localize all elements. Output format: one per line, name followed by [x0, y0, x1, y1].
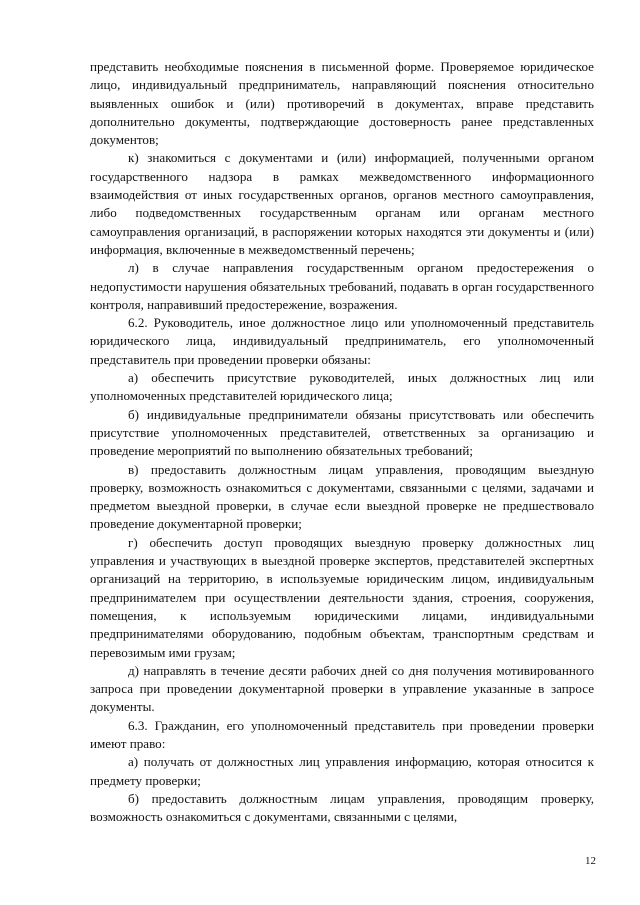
paragraph: б) индивидуальные предприниматели обязаны присутствовать или обеспечить присутствие уполномоченных представителей, ответственных за организацию и проведение мероприятий по выполнению обязательных требований; [90, 406, 594, 459]
paragraph: 6.3. Гражданин, его уполномоченный представитель при проведении проверки имеют право: [90, 717, 594, 751]
paragraph: б) предоставить должностным лицам управления, проводящим проверку, возможность ознакомиться с документами, связанными с целями, [90, 790, 594, 825]
paragraph: 6.2. Руководитель, иное должностное лицо или уполномоченный представитель юридического лица, индивидуальный предприниматель, его уполномоченный представитель при проведении проверки обязаны: [90, 315, 594, 367]
paragraph: д) направлять в течение десяти рабочих дней со дня получения мотивированного запроса при проведении документарной проверки в управление указанные в запросе документы. [90, 662, 594, 715]
paragraph: г) обеспечить доступ проводящих выездную проверку должностных лиц управления и участвующих в выездной проверке экспертов, представителей экспертных организаций на территорию, в используемые юридическим лицом, индивидуальным предпринимателем при осуществлении деятельности здания, строения, сооружения, помещения, к используемым юридическими лицами, индивидуальными предпринимателями оборудованию, подобным объектам, транспортным средствам и перевозимым ими грузам; [90, 534, 594, 660]
paragraph: представить необходимые пояснения в письменной форме. Проверяемое юридическое лицо, индивидуальный предприниматель, направляющий пояснения относительно выявленных ошибок и (или) противоречий в документах, вправе представить дополнительно документы, подтверждающие достоверность ранее представленных документов; [90, 59, 594, 148]
paragraph: л) в случае направления государственным органом предостережения о недопустимости нарушения обязательных требований, подавать в орган государственного контроля, направивший предостережение, возражения. [90, 260, 594, 312]
document-body [90, 58, 594, 826]
paragraph: а) обеспечить присутствие руководителей, иных должностных лиц или уполномоченных представителей юридического лица; [90, 370, 594, 404]
paragraph: в) предоставить должностным лицам управления, проводящим выездную проверку, возможность ознакомиться с документами, связанными с целями, задачами и предметом выездной проверки, в случае если выездной проверке не предшествовало проведение документарной проверки; [90, 461, 594, 532]
page-number: 12 [585, 855, 596, 867]
paragraph: к) знакомиться с документами и (или) информацией, полученными органом государственного надзора в рамках межведомственного информационного взаимодействия от иных государственных органов, органов местного самоуправления, либо подведомственных государственным органам или органам местного самоуправления организаций, в распоряжении которых находятся эти документы и (или) информация, включенные в межведомственный перечень; [90, 150, 594, 257]
paragraph: а) получать от должностных лиц управления информацию, которая относится к предмету проверки; [90, 754, 594, 788]
